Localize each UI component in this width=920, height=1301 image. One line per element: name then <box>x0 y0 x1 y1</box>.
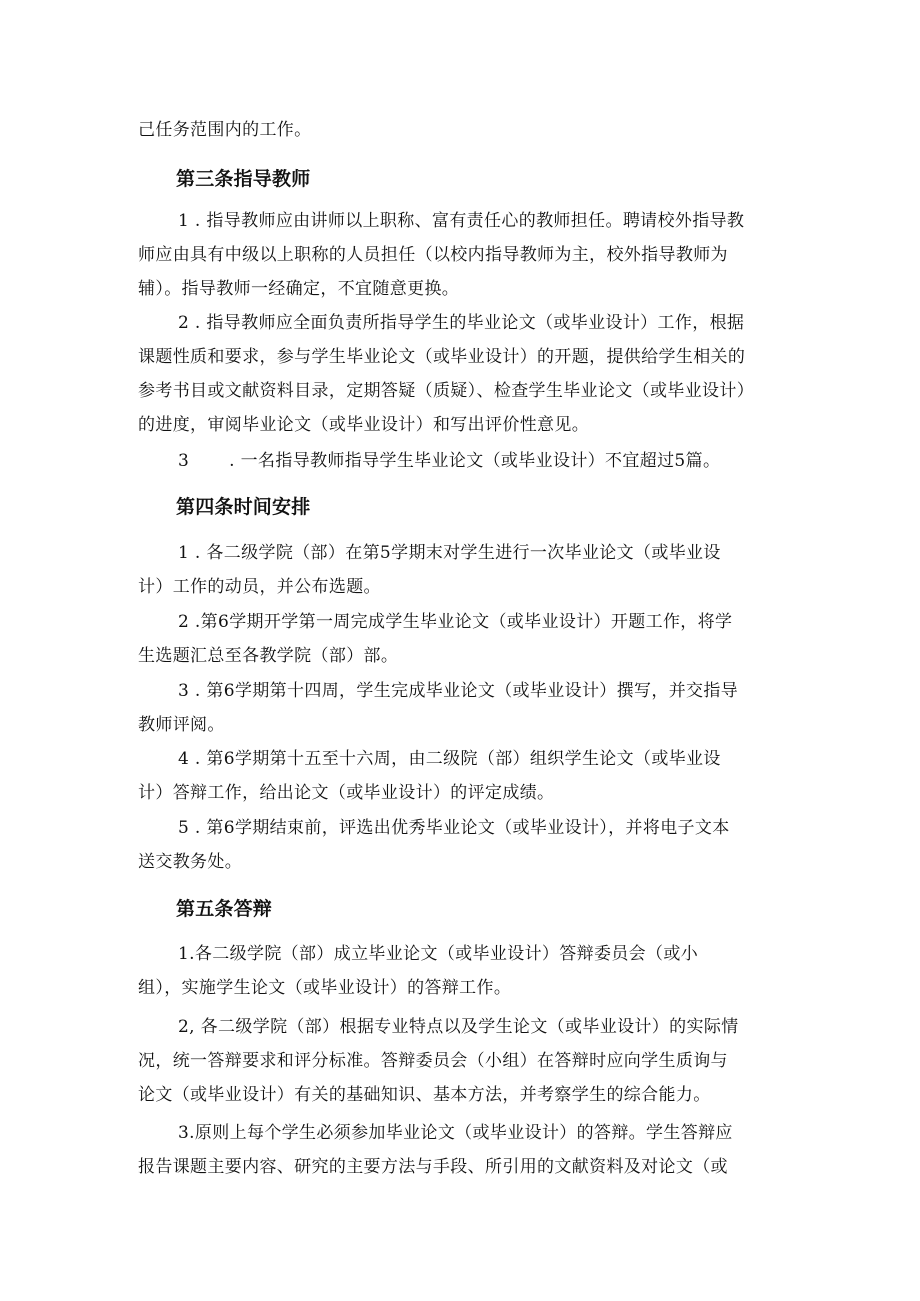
article5-heading: 第五条答辩 <box>176 898 273 920</box>
article4-item5-line2: 送交教务处。 <box>138 852 243 872</box>
article3-item2-line1 <box>178 311 744 335</box>
article3-item1-text1: . 指导教师应由讲师以上职称、富有责任心的教师担任。聘请校外指导教 <box>189 211 745 231</box>
article5-item3-line2: 报告课题主要内容、研究的主要方法与手段、所引用的文献资料及对论文（或 <box>138 1157 728 1177</box>
article3-item2-line3: 参考书目或文献资料目录，定期答疑（质疑）、检查学生毕业论文（或毕业设计） <box>138 381 755 401</box>
article4-item5-text1: . 第6学期结束前，评选出优秀毕业论文（或毕业设计），并将电子文本 <box>189 818 730 838</box>
article4-item1-line1 <box>178 541 721 565</box>
article4-item3-number: 3 <box>178 681 190 701</box>
article3-heading: 第三条指导教师 <box>176 168 311 190</box>
article3-item3-text1: . 一名指导教师指导学生毕业论文（或毕业设计）不宜超过5篇。 <box>229 451 721 471</box>
article4-item4-text1: . 第6学期第十五至十六周，由二级院（部）组织学生论文（或毕业设 <box>189 749 721 769</box>
intro-continuation: 己任务范围内的工作。 <box>138 120 312 140</box>
article4-item1-line2: 计）工作的动员，并公布选题。 <box>138 577 381 597</box>
article4-item1-number: 1 <box>178 543 190 563</box>
article4-heading: 第四条时间安排 <box>176 496 311 518</box>
article3-item2-line4: 的进度，审阅毕业论文（或毕业设计）和写出评价性意见。 <box>138 415 590 435</box>
article3-item1-line3: 辅）。指导教师一经确定，不宜随意更换。 <box>138 279 460 299</box>
article4-item1-text1: . 各二级学院（部）在第5学期末对学生进行一次毕业论文（或毕业设 <box>189 543 721 563</box>
article5-item1-line2: 组），实施学生论文（或毕业设计）的答辩工作。 <box>138 978 512 998</box>
article4-item5-line1 <box>178 816 730 840</box>
article4-item3-line2: 教师评阅。 <box>138 715 225 735</box>
article5-item3-line1: 3.原则上每个学生必须参加毕业论文（或毕业设计）的答辩。学生答辩应 <box>178 1123 733 1143</box>
article4-item4-line1 <box>178 747 721 771</box>
article5-item1-line1: 1.各二级学院（部）成立毕业论文（或毕业设计）答辩委员会（或小 <box>178 944 699 964</box>
article4-item5-number: 5 <box>178 818 190 838</box>
article3-item2-line2: 课题性质和要求，参与学生毕业论文（或毕业设计）的开题，提供给学生相关的 <box>138 347 746 367</box>
article3-item1-line2: 师应由具有中级以上职称的人员担任（以校内指导教师为主，校外指导教师为 <box>138 245 728 265</box>
article3-item1-number: 1 <box>178 211 190 231</box>
article4-item2-line1 <box>178 610 732 634</box>
article3-item2-text1: . 指导教师应全面负责所指导学生的毕业论文（或毕业设计）工作，根据 <box>189 313 745 333</box>
article4-item2-number: 2 <box>178 612 190 632</box>
article3-item3-line1 <box>178 449 720 473</box>
article3-item3-number: 3 <box>178 451 190 471</box>
article5-item2-line3: 论文（或毕业设计）有关的基础知识、基本方法，并考察学生的综合能力。 <box>138 1085 711 1105</box>
article3-item1-line1 <box>178 209 744 233</box>
article5-item2-line1: 2, 各二级学院（部）根据专业特点以及学生论文（或毕业设计）的实际情 <box>178 1017 739 1037</box>
article4-item2-text1: .第6学期开学第一周完成学生毕业论文（或毕业设计）开题工作，将学 <box>189 612 733 632</box>
article3-item2-number: 2 <box>178 313 190 333</box>
article4-item3-line1 <box>178 679 738 703</box>
article4-item4-line2: 计）答辩工作，给出论文（或毕业设计）的评定成绩。 <box>138 783 555 803</box>
article5-item2-line2: 况，统一答辩要求和评分标准。答辩委员会（小组）在答辩时应向学生质询与 <box>138 1051 728 1071</box>
article4-item3-text1: . 第6学期第十四周，学生完成毕业论文（或毕业设计）撰写，并交指导 <box>189 681 739 701</box>
article4-item2-line2: 生选题汇总至各教学院（部）部。 <box>138 646 399 666</box>
article4-item4-number: 4 <box>178 749 190 769</box>
